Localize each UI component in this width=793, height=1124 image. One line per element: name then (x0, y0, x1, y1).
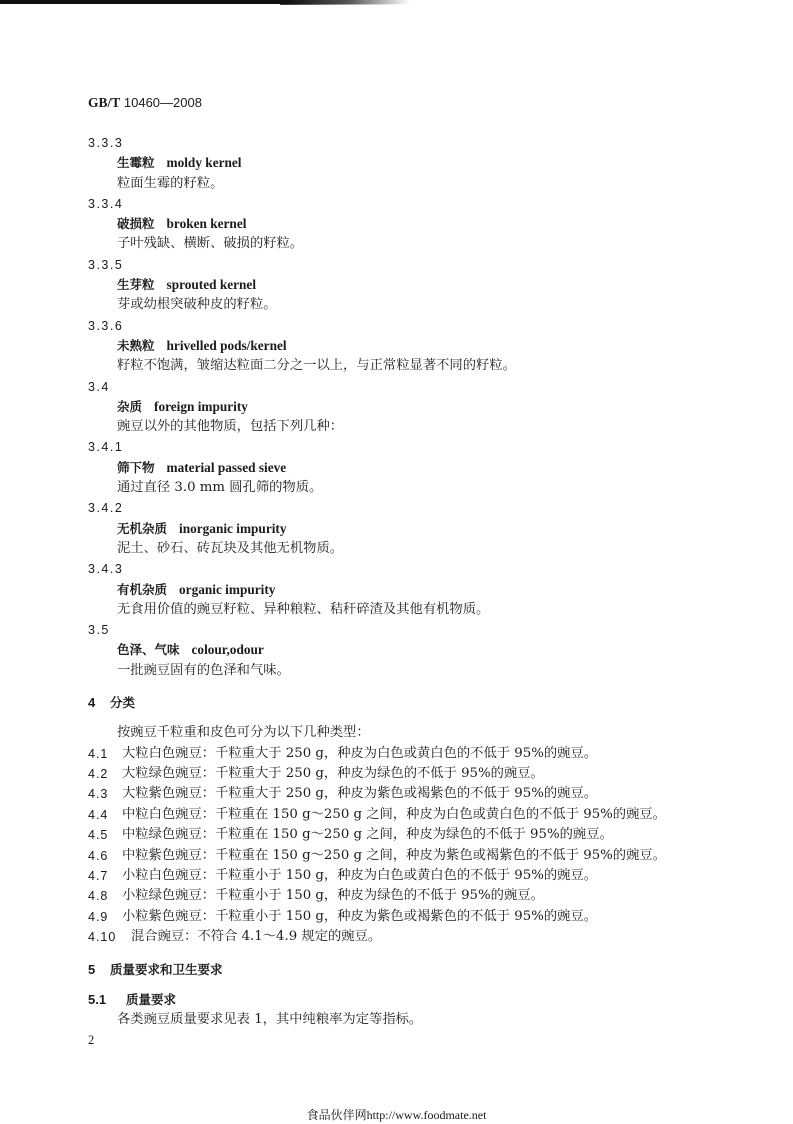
term-en: sprouted kernel (166, 277, 257, 293)
list-item (0, 764, 793, 784)
standard-code-header (88, 94, 202, 112)
clause-number-line (0, 498, 793, 518)
term-zh: 杂质 (117, 398, 143, 414)
term-line (0, 397, 793, 417)
section-number: 5 (88, 961, 96, 977)
standard-code-number: 10460—2008 (123, 95, 202, 110)
item-number: 4.9 (88, 909, 109, 924)
item-number: 4.8 (88, 889, 109, 904)
term-en: broken kernel (166, 216, 247, 232)
clause-number-line (0, 133, 793, 153)
clause-number: 3.4 (88, 379, 110, 394)
term-en: organic impurity (179, 581, 276, 597)
section-intro: 按豌豆千粒重和皮色可分为以下几种类型： (117, 725, 370, 741)
definition-line (0, 295, 793, 315)
item-text: 大粒紫色豌豆：千粒重大于 250 g，种皮为紫色或褐紫色的不低于 95%的豌豆。 (122, 786, 598, 802)
item-text: 中粒白色豌豆：千粒重在 150 g～250 g 之间，种皮为白色或黄白色的不低于 95%的豌豆。 (122, 806, 666, 822)
clause-number: 3.3.4 (88, 196, 124, 211)
section-title: 分类 (110, 695, 136, 711)
section-title: 质量要求和卫生要求 (110, 961, 223, 977)
item-text: 小粒绿色豌豆：千粒重小于 150 g，种皮为绿色的不低于 95%的豌豆。 (122, 888, 544, 904)
term-line (0, 458, 793, 478)
term-en: material passed sieve (166, 459, 287, 475)
item-number: 4.2 (88, 767, 109, 781)
clause-number-line (0, 559, 793, 579)
definition-line (0, 356, 793, 376)
clause-number-line (0, 316, 793, 336)
term-line (0, 519, 793, 539)
definition-text: 籽粒不饱满，皱缩达粒面二分之一以上，与正常粒显著不同的籽粒。 (117, 358, 516, 374)
scan-edge-line-thin (280, 4, 400, 5)
item-number: 4.10 (88, 930, 117, 945)
definition-line (0, 661, 793, 681)
page-number: 2 (88, 1033, 95, 1048)
clause-number: 3.4.2 (88, 501, 124, 516)
item-number: 4.5 (88, 828, 109, 843)
clause-number-line (0, 194, 793, 214)
term-zh: 生霉粒 (117, 155, 155, 171)
section-heading (0, 693, 793, 713)
item-number: 4.3 (88, 787, 109, 802)
term-zh: 未熟粒 (117, 337, 155, 353)
page-number-line (0, 1030, 793, 1050)
item-number: 4.4 (88, 807, 109, 822)
document-body (0, 133, 793, 1051)
section-number: 4 (88, 695, 96, 711)
term-line (0, 336, 793, 356)
definition-text: 一批豌豆固有的色泽和气味。 (117, 662, 290, 678)
definition-text: 泥土、砂石、砖瓦块及其他无机物质。 (117, 540, 344, 556)
term-en: moldy kernel (166, 155, 242, 171)
item-text: 小粒紫色豌豆：千粒重小于 150 g，种皮为紫色或褐紫色的不低于 95%的豌豆。 (122, 908, 598, 924)
definition-line (0, 174, 793, 194)
clause-number: 3.4.1 (88, 440, 124, 455)
subsection-text-line (0, 1010, 793, 1030)
list-item (0, 784, 793, 804)
list-item (0, 886, 793, 906)
subsection-heading (0, 990, 793, 1010)
definition-line (0, 417, 793, 437)
list-item (0, 805, 793, 825)
definition-text: 无食用价值的豌豆籽粒、异种粮粒、秸秆碎渣及其他有机物质。 (117, 601, 490, 617)
list-item (0, 744, 793, 764)
item-text: 中粒绿色豌豆：千粒重在 150 g～250 g 之间，种皮为绿色的不低于 95%的豌豆。 (122, 827, 613, 843)
clause-number-line (0, 437, 793, 457)
clause-number: 3.3.6 (88, 318, 124, 333)
clause-number: 3.5 (88, 623, 110, 638)
item-text: 小粒白色豌豆：千粒重小于 150 g，种皮为白色或黄白色的不低于 95%的豌豆。 (122, 867, 598, 883)
clause-number: 3.3.5 (88, 257, 124, 272)
item-number: 4.6 (88, 848, 109, 863)
clause-number: 3.3.3 (88, 136, 124, 150)
item-text: 中粒紫色豌豆：千粒重在 150 g～250 g 之间，种皮为紫色或褐紫色的不低于 95%的豌豆。 (122, 847, 666, 863)
item-text: 混合豌豆：不符合 4.1～4.9 规定的豌豆。 (131, 929, 382, 945)
definition-text: 通过直径 3.0 mm 圆孔筛的物质。 (117, 480, 323, 496)
definition-text: 子叶残缺、横断、破损的籽粒。 (117, 236, 304, 252)
definition-text: 粒面生霉的籽粒。 (117, 175, 224, 191)
term-line (0, 275, 793, 295)
term-zh: 生芽粒 (117, 277, 155, 293)
subsection-number: 5.1 (88, 991, 107, 1007)
definition-line (0, 234, 793, 254)
watermark-footer: 食品伙伴网http://www.foodmate.net (306, 1108, 487, 1122)
term-zh: 筛下物 (117, 459, 155, 475)
term-line (0, 640, 793, 660)
term-en: foreign impurity (154, 398, 248, 414)
definition-text: 豌豆以外的其他物质，包括下列几种： (117, 419, 344, 435)
term-zh: 有机杂质 (117, 581, 168, 597)
term-zh: 无机杂质 (117, 520, 168, 536)
term-line (0, 153, 793, 173)
definition-line (0, 600, 793, 620)
term-en: colour,odour (191, 642, 264, 658)
clause-number-line (0, 620, 793, 640)
item-number: 4.7 (88, 868, 109, 883)
clause-number-line (0, 377, 793, 397)
term-en: inorganic impurity (179, 520, 287, 536)
item-text: 大粒绿色豌豆：千粒重大于 250 g，种皮为绿色的不低于 95%的豌豆。 (122, 766, 544, 781)
clause-number-line (0, 255, 793, 275)
standard-code-prefix: GB/T (88, 95, 121, 110)
list-item (0, 927, 793, 947)
definition-line (0, 478, 793, 498)
list-item (0, 846, 793, 866)
term-zh: 破损粒 (117, 216, 155, 232)
term-line (0, 214, 793, 234)
clause-number: 3.4.3 (88, 562, 124, 577)
term-zh: 色泽、气味 (117, 642, 180, 658)
list-item (0, 866, 793, 886)
definition-text: 芽或幼根突破种皮的籽粒。 (117, 297, 277, 313)
term-en: hrivelled pods/kernel (166, 337, 287, 353)
item-number: 4.1 (88, 746, 109, 761)
subsection-title: 质量要求 (126, 991, 177, 1007)
item-text: 大粒白色豌豆：千粒重大于 250 g，种皮为白色或黄白色的不低于 95%的豌豆。 (122, 745, 598, 761)
section-intro-line (0, 723, 793, 743)
subsection-text: 各类豌豆质量要求见表 1，其中纯粮率为定等指标。 (117, 1012, 423, 1028)
list-item (0, 907, 793, 927)
list-item (0, 825, 793, 845)
definition-line (0, 539, 793, 559)
section-heading (0, 960, 793, 980)
term-line (0, 580, 793, 600)
